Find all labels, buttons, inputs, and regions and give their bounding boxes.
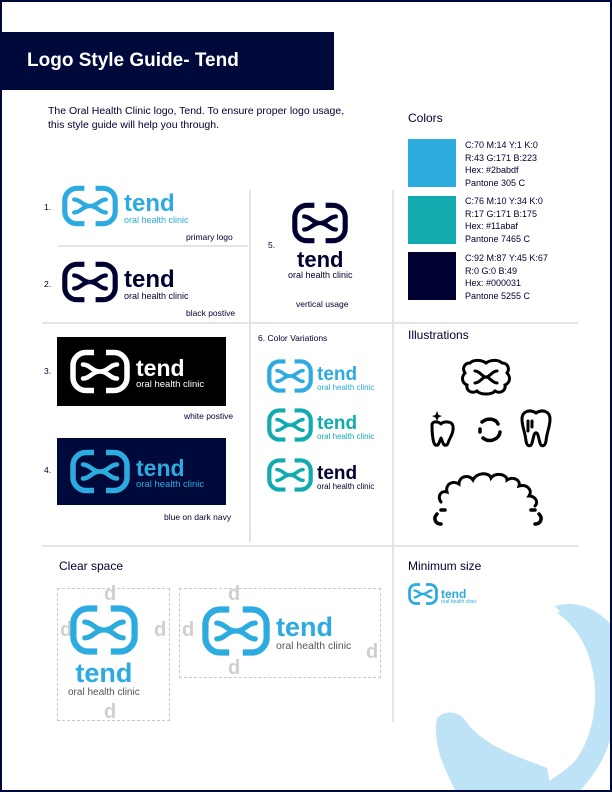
color-spec-blue <box>465 139 605 189</box>
clear-space-marker: d <box>366 641 379 663</box>
swatch-navy <box>408 252 456 300</box>
tagline: oral health clinic <box>317 382 375 392</box>
wordmark: tend <box>124 189 175 217</box>
color-spec-teal <box>465 195 605 245</box>
bone-brain-icon <box>460 357 512 402</box>
tagline: oral health clinic <box>317 431 375 441</box>
gum-arch-icon <box>427 466 551 533</box>
decorative-arc-shape <box>427 598 612 792</box>
clear-space-marker: d <box>104 701 117 723</box>
clear-space-vertical-logo <box>68 605 140 698</box>
hex: Hex: #11abaf <box>465 221 518 231</box>
tagline: oral health clinic <box>136 379 205 391</box>
tend-logo-icon <box>70 605 138 660</box>
number-1: 1. <box>44 202 52 212</box>
color-spec-navy <box>465 252 605 302</box>
clear-space-marker: d <box>104 583 117 605</box>
illustrations-title: Illustrations <box>408 328 469 342</box>
rgb: R:43 G:171 B:223 <box>465 152 538 163</box>
wordmark: tend <box>317 363 358 385</box>
wordmark: tend <box>276 612 333 643</box>
pantone: Pantone 7465 C <box>465 233 531 244</box>
hex: Hex: #000031 <box>465 278 522 288</box>
minimum-size-title: Minimum size <box>408 559 482 573</box>
label-vertical-usage: vertical usage <box>296 299 349 309</box>
clear-space-marker: d <box>154 619 167 641</box>
rgb: R:0 G:0 B:49 <box>465 265 518 276</box>
wordmark: tend <box>75 658 133 688</box>
number-4: 4. <box>44 465 52 475</box>
label-white-positive: white postive <box>184 411 234 421</box>
hex: Hex: #2babdf <box>465 165 519 175</box>
swatch-blue <box>408 139 456 187</box>
clear-space-marker: d <box>228 583 241 605</box>
tagline: oral health clinic <box>68 687 140 698</box>
vertical-logo <box>288 202 353 281</box>
divider <box>42 545 578 547</box>
pantone: Pantone 5255 C <box>465 290 531 301</box>
tend-logo-icon <box>202 606 270 661</box>
number-2: 2. <box>44 279 52 289</box>
colors-title: Colors <box>408 111 443 125</box>
clear-space-marker: d <box>228 657 241 679</box>
label-black-positive: black postive <box>186 308 236 318</box>
wordmark: tend <box>297 247 344 272</box>
title-banner <box>2 32 334 90</box>
tend-logo-icon <box>267 458 313 497</box>
page-title: Logo Style Guide- Tend <box>27 50 239 71</box>
clear-space-marker: d <box>60 619 73 641</box>
tagline: oral health clinic <box>276 640 352 653</box>
tend-logo-icon <box>62 261 118 308</box>
number-3: 3. <box>44 366 52 376</box>
cmyk: C:92 M:87 Y:45 K:67 <box>465 253 548 263</box>
cmyk: C:70 M:14 Y:1 K:0 <box>465 140 538 150</box>
tagline: oral health clinic <box>317 481 375 491</box>
wordmark: tend <box>317 412 358 434</box>
label-primary-logo: primary logo <box>186 232 233 242</box>
divider <box>58 245 248 247</box>
divider <box>42 322 578 324</box>
tagline: oral health clinic <box>441 598 477 605</box>
clear-space-horizontal-logo <box>202 606 351 661</box>
wordmark: tend <box>136 355 185 382</box>
clear-space-marker: d <box>182 619 195 641</box>
rgb: R:17 G:171 B:175 <box>465 208 538 219</box>
tend-logo-icon <box>70 449 130 499</box>
tend-logo-icon <box>267 408 313 447</box>
label-blue-on-navy: blue on dark navy <box>164 512 232 522</box>
variation-teal-logo <box>267 408 374 447</box>
white-positive-logo <box>70 349 204 399</box>
variation-teal-navy-logo <box>267 458 374 497</box>
tagline: oral health clinic <box>136 479 205 491</box>
pantone: Pantone 305 C <box>465 177 526 188</box>
wordmark: tend <box>124 265 175 293</box>
wordmark: tend <box>317 462 358 484</box>
tend-logo-icon <box>62 185 118 232</box>
tagline: oral health clinic <box>124 290 189 301</box>
tagline: oral health clinic <box>124 214 189 225</box>
intro-text: The Oral Health Clinic logo, Tend. To ensure proper logo usage, this style guide will help you through. <box>48 105 345 131</box>
wordmark: tend <box>136 455 185 482</box>
color-variations-title: 6. Color Variations <box>258 333 328 343</box>
divider <box>392 190 394 722</box>
shiny-tooth-icon <box>424 407 464 454</box>
tend-logo-icon <box>267 359 313 398</box>
divider <box>249 190 251 542</box>
tagline: oral health clinic <box>288 270 353 280</box>
variation-blue-logo <box>267 359 374 398</box>
clear-space-title: Clear space <box>59 559 124 573</box>
wordmark: tend <box>441 586 467 601</box>
cmyk: C:76 M:10 Y:34 K:0 <box>465 196 543 206</box>
black-positive-logo <box>62 261 189 308</box>
tend-logo-icon <box>292 202 348 249</box>
primary-logo <box>62 185 189 232</box>
swatch-teal <box>408 196 456 244</box>
blue-on-navy-logo <box>70 449 204 499</box>
tooth-icon <box>516 407 556 456</box>
refresh-icon <box>474 415 506 450</box>
number-5: 5. <box>268 240 276 250</box>
tend-logo-icon <box>70 349 130 399</box>
